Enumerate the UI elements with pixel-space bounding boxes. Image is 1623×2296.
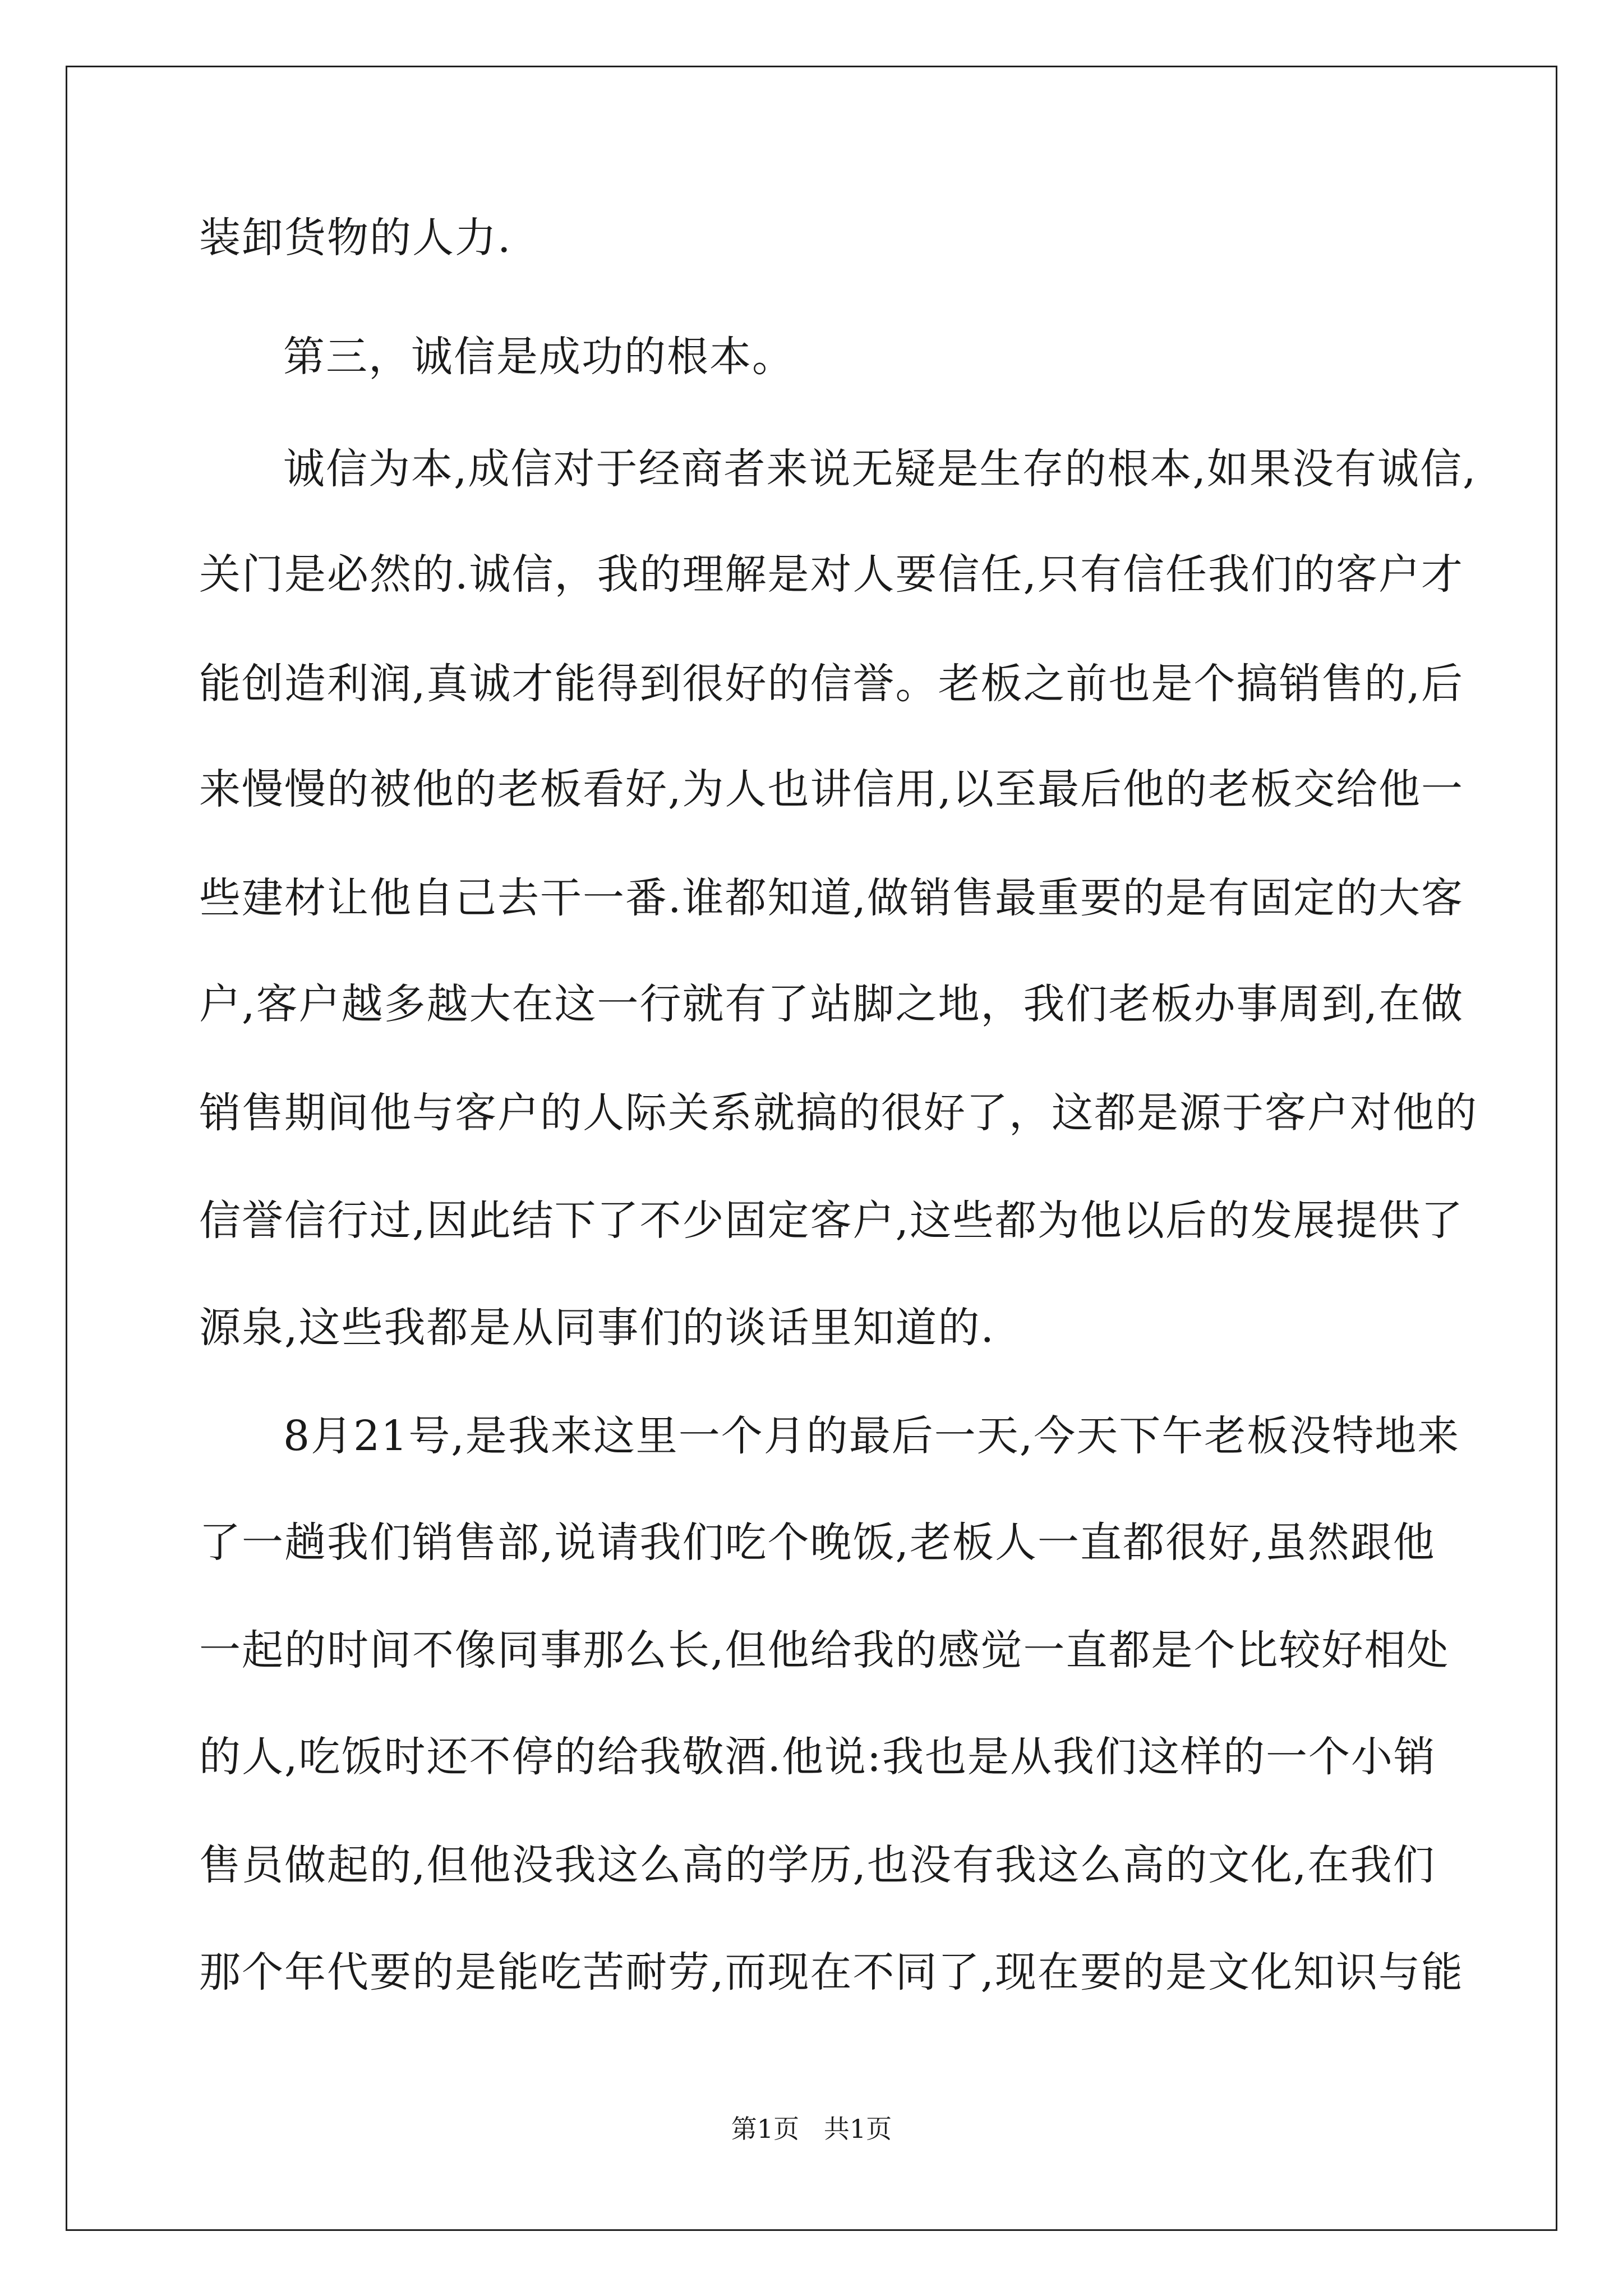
section-heading: 第三，诚信是成功的根本。 (283, 333, 795, 381)
body-line-17: 那个年代要的是能吃苦耐劳,而现在不同了,现在要的是文化知识与能 (199, 1948, 1464, 1996)
body-line-6: 来慢慢的被他的老板看好,为人也讲信用,以至最后他的老板交给他一 (199, 765, 1464, 813)
body-line-15: 的人,吃饭时还不停的给我敬酒.他说:我也是从我们这样的一个小销 (199, 1733, 1436, 1781)
body-line-12: 8月21号,是我来这里一个月的最后一天,今天下午老板没特地来 (283, 1412, 1460, 1460)
body-line-4: 关门是必然的.诚信，我的理解是对人要信任,只有信任我们的客户才 (199, 550, 1464, 599)
body-line-7: 些建材让他自己去干一番.谁都知道,做销售最重要的是有固定的大客 (199, 874, 1464, 922)
page-border (66, 66, 1557, 2231)
body-line-13: 了一趟我们销售部,说请我们吃个晚饭,老板人一直都很好,虽然跟他 (199, 1519, 1436, 1567)
body-line-1: 装卸货物的人力. (199, 214, 512, 262)
body-line-16: 售员做起的,但他没我这么高的学历,也没有我这么高的文化,在我们 (199, 1841, 1436, 1889)
body-line-11: 源泉,这些我都是从同事们的谈话里知道的. (199, 1304, 995, 1352)
body-line-9: 销售期间他与客户的人际关系就搞的很好了，这都是源于客户对他的 (199, 1089, 1478, 1137)
body-line-5: 能创造利润,真诚才能得到很好的信誉。老板之前也是个搞销售的,后 (199, 660, 1464, 708)
body-line-10: 信誉信行过,因此结下了不少固定客户,这些都为他以后的发展提供了 (199, 1197, 1464, 1245)
body-line-3: 诚信为本,成信对于经商者来说无疑是生存的根本,如果没有诚信, (283, 445, 1477, 493)
body-line-14: 一起的时间不像同事那么长,但他给我的感觉一直都是个比较好相处 (199, 1626, 1450, 1674)
body-line-8: 户,客户越多越大在这一行就有了站脚之地，我们老板办事周到,在做 (199, 980, 1464, 1028)
page-footer: 第1页 共1页 (731, 2114, 892, 2144)
